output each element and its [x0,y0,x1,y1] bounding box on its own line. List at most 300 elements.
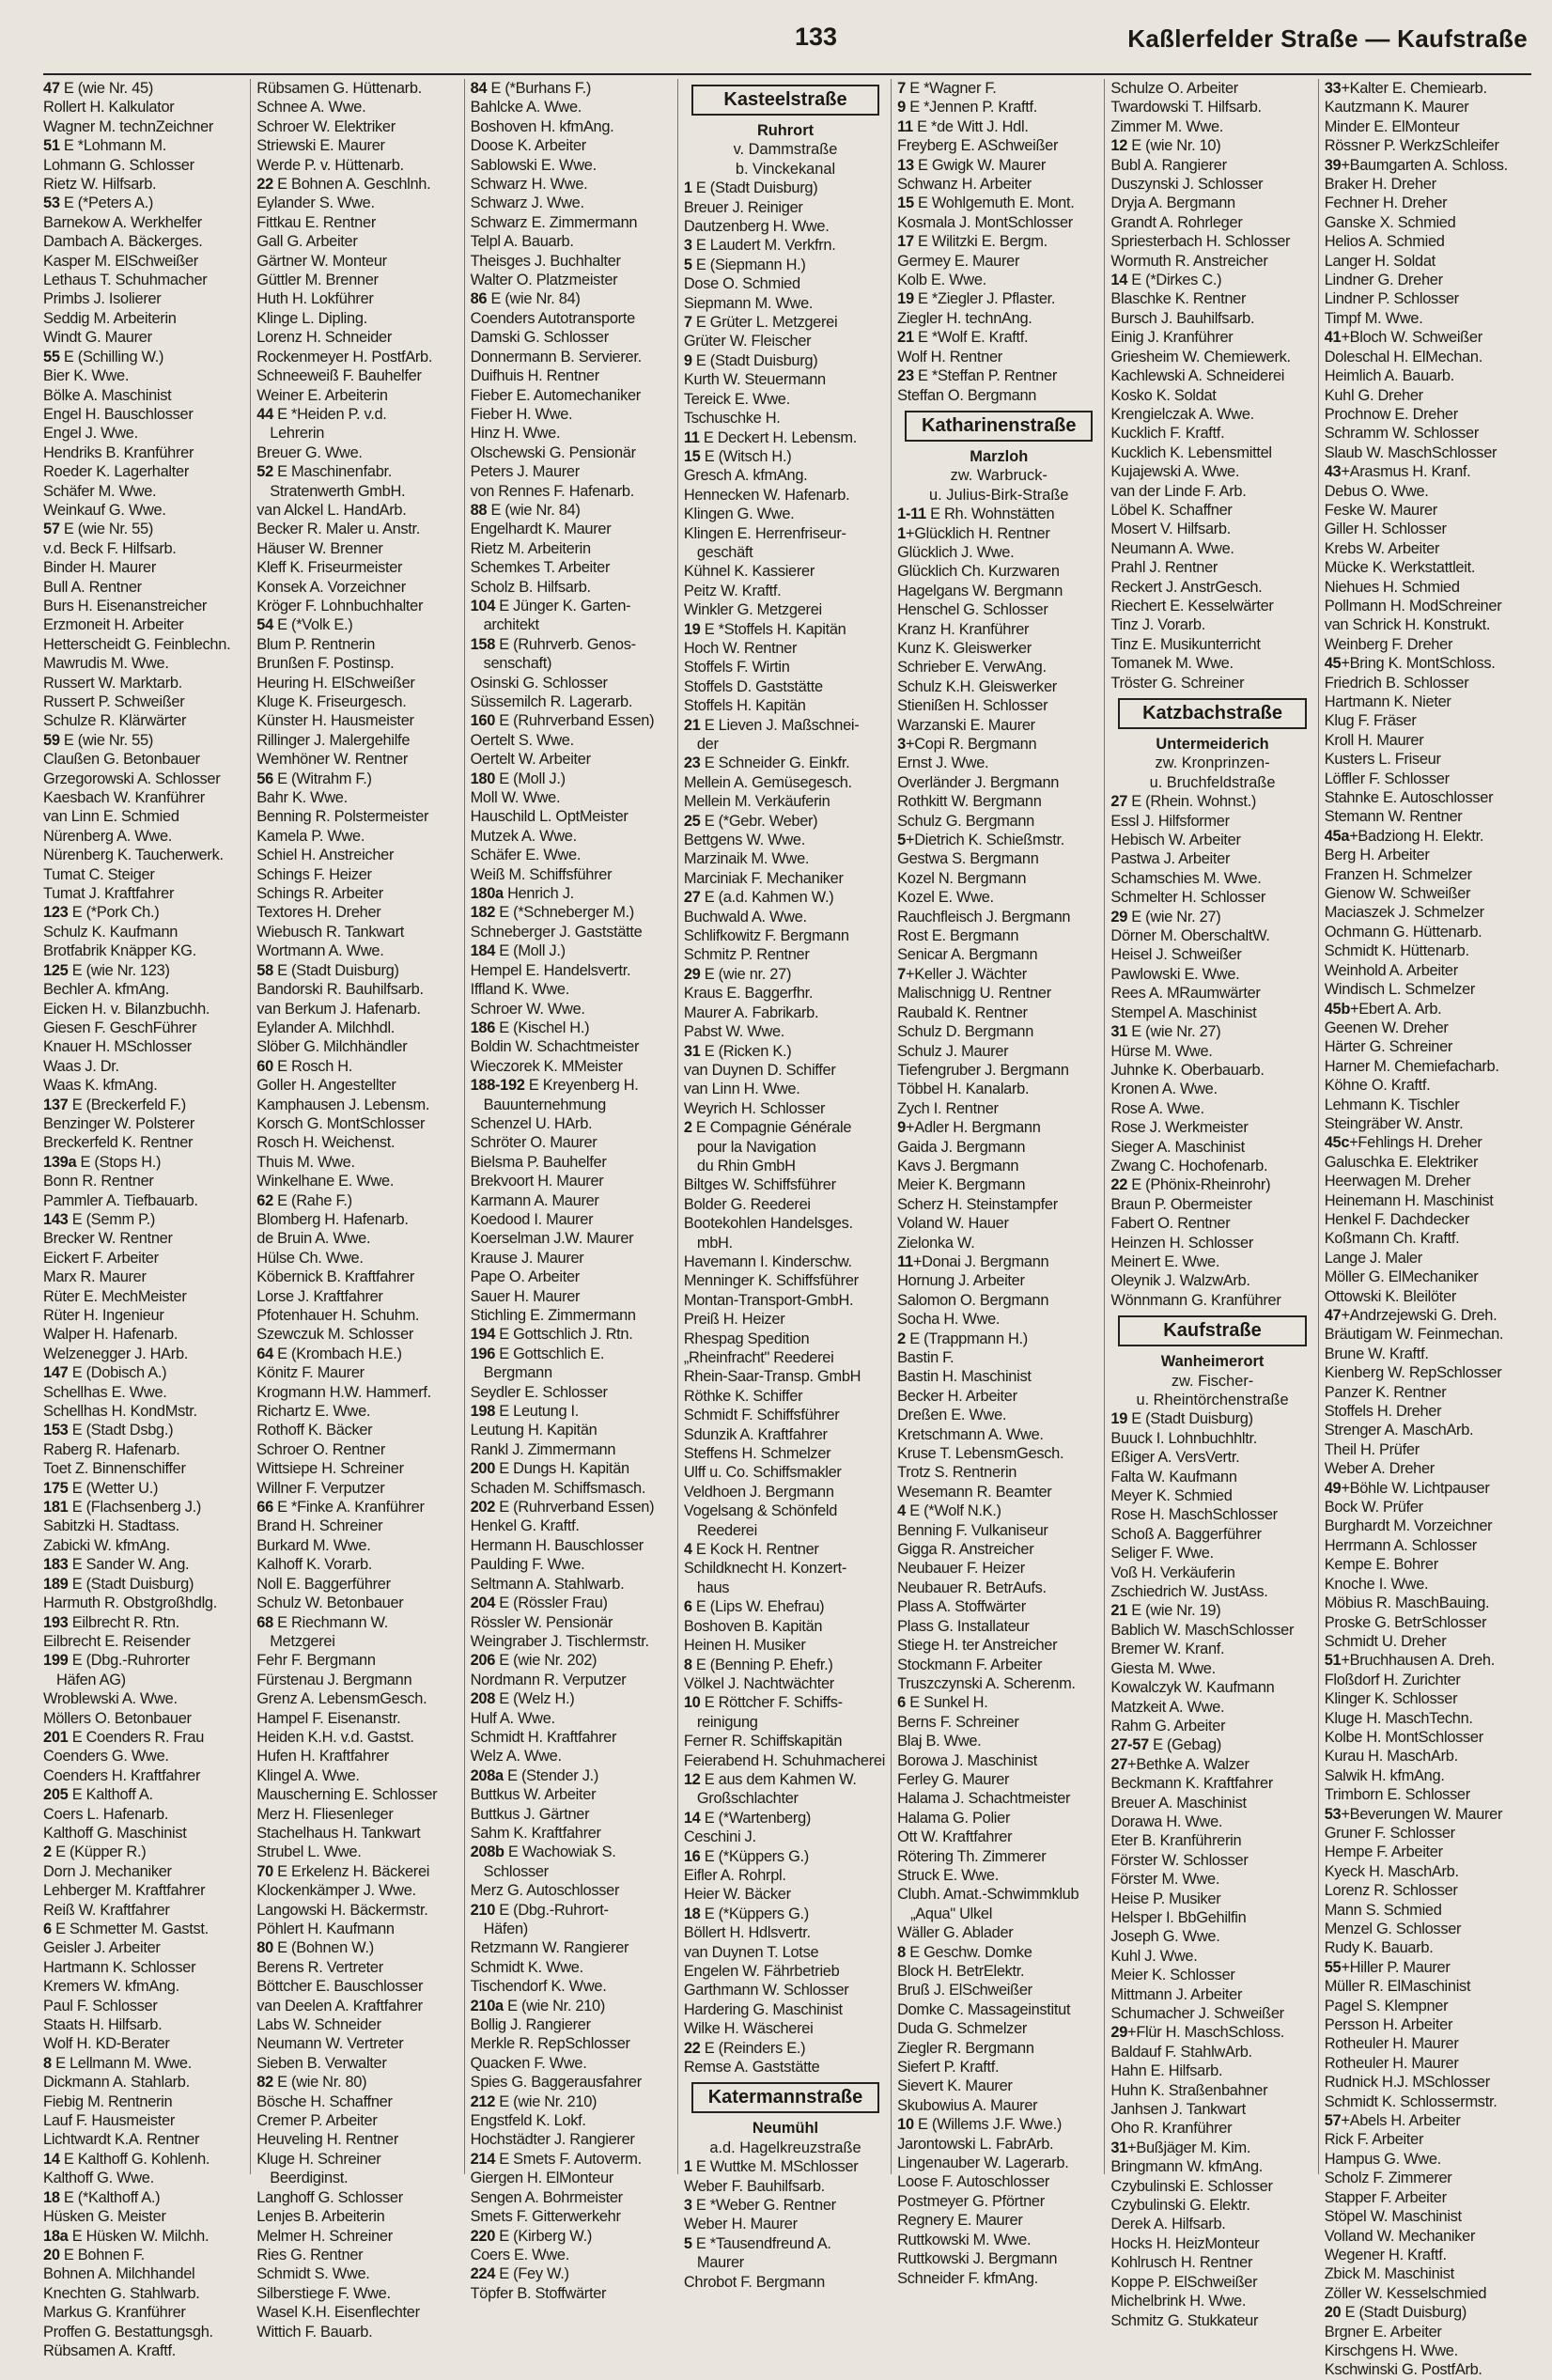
resident-entry: Schulze O. Arbeiter [1110,80,1238,97]
house-entry: 14 E (*Dirkes C.) [1110,272,1222,289]
resident-entry: Bastin H. Maschinist [897,1368,1032,1386]
resident-entry: van Deelen A. Kraftfahrer [256,1997,423,2014]
house-number: 29 [683,965,701,983]
resident-entry: Bringmann W. kfmAng. [1110,2158,1264,2176]
house-entry: 214 E Smets F. Autoverm. [470,2150,642,2168]
resident-entry: Wortmann A. Wwe. [256,942,384,960]
resident-entry: Kosmala J. MontSchlosser [897,213,1073,231]
resident-entry: Lichtwardt K.A. Rentner [43,2131,200,2149]
house-entry: 22 E (Reinders E.) [683,2039,806,2057]
house-number: 205 [43,1786,69,1804]
house-number: 5 [683,2234,692,2252]
resident-entry: Schäfer M. Wwe. [43,482,157,500]
house-number: 29 [1110,2024,1128,2042]
resident-entry: Könitz F. Maurer [256,1364,365,1382]
resident-entry: Block H. BetrElektr. [897,1963,1025,1980]
resident-entry: reinigung [696,1713,758,1731]
resident-entry: Loose F. Autoschlosser [897,2173,1050,2191]
resident-entry: Heiden K.H. v.d. Gastst. [256,1728,414,1746]
house-entry: 4 E (*Wolf N.K.) [897,1502,1001,1520]
house-number: 86 [470,290,488,308]
house-number: 2 [897,1330,906,1347]
resident-entry: Heuring H. ElSchweißer [256,674,415,692]
resident-entry: Steffens H. Schmelzer [683,1445,831,1463]
house-entry: 59 E (wie Nr. 55) [43,731,153,749]
resident-entry: Waas J. Dr. [43,1057,119,1075]
house-entry: 2 E Compagnie Générale [683,1119,852,1137]
resident-entry: Derek A. Hilfsarb. [1110,2216,1226,2233]
resident-entry: Mauscherning E. Schlosser [256,1786,438,1804]
house-number: 80 [256,1939,273,1957]
house-number: 5 [897,832,906,849]
house-number: 196 [470,1345,496,1362]
resident-entry: Dorawa H. Wwe. [1110,1812,1223,1830]
resident-entry: Stockmann F. Arbeiter [897,1656,1043,1673]
resident-entry: Gaida J. Bergmann [897,1138,1026,1156]
house-number: 22 [683,2039,701,2057]
resident-entry: Merz H. Fliesenleger [256,1805,394,1823]
house-entry: 18a E Hüsken W. Milchh. [43,2227,210,2245]
house-entry: 199 E (Dbg.-Ruhrorter [43,1652,190,1670]
house-number: 201 [43,1728,69,1746]
resident-entry: Zych I. Rentner [897,1099,999,1117]
street-range-note: zw. Warbruck- [950,467,1048,485]
resident-entry: Hauschild L. OptMeister [470,808,629,826]
resident-entry: Markus G. Kranführer [43,2304,186,2322]
house-entry: 82 E (wie Nr. 80) [256,2074,367,2092]
resident-entry: Schmitz G. Stukkateur [1110,2311,1259,2329]
house-number: 194 [470,1326,496,1344]
house-number: 13 [897,156,914,174]
resident-entry: Schrieber E. VerwAng. [897,659,1047,677]
resident-entry: Mann S. Schmied [1324,1901,1442,1919]
house-number: 182 [470,904,496,922]
house-entry: 139a E (Stops H.) [43,1153,162,1171]
resident-entry: Kluge K. Friseurgesch. [256,693,407,710]
resident-entry: Gestwa S. Bergmann [897,850,1039,868]
resident-entry: Becker H. Arbeiter [897,1387,1017,1405]
resident-entry: Pabst W. Wwe. [683,1023,785,1041]
resident-entry: Schoß A. Baggerführer [1110,1525,1262,1543]
house-entry: 64 E (Krombach H.E.) [256,1345,402,1362]
resident-entry: Schmidt S. Wwe. [256,2265,370,2283]
resident-entry: Rudy K. Bauarb. [1324,1939,1434,1957]
resident-entry: Rose H. MaschSchlosser [1110,1506,1278,1524]
house-number: 8 [683,1656,692,1673]
resident-entry: Bolder G. Reederei [683,1195,811,1213]
resident-entry: Schmitz P. Rentner [683,946,810,964]
house-entry: 19 E *Stoffels H. Kapitän [683,620,846,638]
resident-entry: Eicken H. v. Bilanzbuchh. [43,1000,210,1018]
house-number: 70 [256,1862,273,1880]
street-range-note: zw. Kronprinzen- [1155,754,1270,772]
resident-entry: Müller R. ElMaschinist [1324,1978,1471,1996]
resident-entry: Wolf H. Rentner [897,348,1002,366]
resident-entry: Henkel F. Dachdecker [1324,1210,1470,1228]
district-label: Ruhrort [756,122,815,139]
house-entry: 104 E Jünger K. Garten- [470,597,631,614]
resident-entry: Windt G. Maurer [43,329,152,347]
directory-column [464,79,677,2302]
resident-entry: Oleynik J. WalzwArb. [1110,1272,1250,1290]
resident-entry: Hermann H. Bauschlosser [470,1536,644,1554]
resident-entry: Köbernick B. Kraftfahrer [256,1268,414,1286]
directory-columns [43,79,1531,2379]
resident-entry: Lehberger M. Kraftfahrer [43,1882,206,1900]
house-number: 208 [470,1690,496,1708]
resident-entry: Schneberger J. Gaststätte [470,923,643,941]
house-number: 39 [1324,156,1342,174]
resident-entry: „Rheinfracht" Reederei [683,1349,834,1366]
resident-entry: Hürse M. Wwe. [1110,1042,1213,1060]
resident-entry: Mutzek A. Wwe. [470,827,577,845]
house-number: 68 [256,1613,273,1631]
resident-entry: Hocks H. HeizMonteur [1110,2234,1260,2252]
house-number: 47 [43,80,60,97]
house-entry: 21 E Lieven J. Maßschnei- [683,716,860,734]
resident-entry: Marx R. Maurer [43,1268,147,1286]
resident-entry: Huth H. Lokführer [256,290,374,308]
resident-entry: Eßiger A. VersVertr. [1110,1449,1240,1467]
resident-entry: Pape O. Arbeiter [470,1268,580,1286]
resident-entry: Kalthoff G. Wwe. [43,2170,154,2187]
resident-entry: Völkel J. Nachtwächter [683,1674,834,1692]
house-number: 1 [683,179,692,197]
resident-entry: Oho R. Kranführer [1110,2120,1233,2138]
resident-entry: Neumann A. Wwe. [1110,539,1234,557]
resident-entry: Zöller W. Kesselschmied [1324,2284,1487,2302]
house-entry: 212 E (wie Nr. 210) [470,2092,598,2110]
house-entry: 180 E (Moll J.) [470,770,566,787]
resident-entry: Steffan O. Bergmann [897,386,1037,404]
resident-entry: Knechten G. Stahlwarb. [43,2284,200,2302]
page-number: 133 [795,23,838,51]
house-entry: 9 E *Jennen P. Kraftf. [897,99,1038,117]
resident-entry: Kurau H. MaschArb. [1324,1748,1458,1766]
resident-entry: Willner F. Verputzer [256,1479,385,1497]
resident-entry: Rost E. Bergmann [897,927,1019,945]
house-number: 6 [683,1598,692,1616]
house-number: 11 [683,428,700,446]
resident-entry: Krogmann H.W. Hammerf. [256,1383,431,1401]
resident-entry: Riechert E. Kesselwärter [1110,597,1274,614]
house-entry: 181 E (Flachsenberg J.) [43,1499,202,1517]
resident-entry: Vogelsang & Schönfeld [683,1502,838,1520]
resident-entry: Bauunternehmung [483,1096,606,1113]
street-range-note: v. Dammstraße [733,141,838,159]
resident-entry: Berns F. Schreiner [897,1713,1019,1731]
resident-entry: Hetterscheidt G. Feinblechn. [43,635,231,653]
house-number: 198 [470,1403,496,1421]
resident-entry: Bergmann [483,1364,552,1382]
running-title: Kaßlerfelder Straße — Kaufstraße [1127,24,1528,53]
resident-entry: Raubald K. Rentner [897,1003,1028,1021]
house-entry: 19 E (Stadt Duisburg) [1110,1410,1253,1428]
house-number: 21 [897,329,914,347]
directory-column [250,79,463,2341]
house-number: 22 [1110,1176,1128,1194]
house-entry: 3+Copi R. Bergmann [897,736,1037,753]
resident-entry: Lorenz H. Schneider [256,329,393,347]
resident-entry: Bastin F. [897,1349,954,1366]
resident-entry: Richartz E. Wwe. [256,1403,371,1421]
resident-entry: Schwanz H. Arbeiter [897,176,1032,194]
house-entry: 8 E Geschw. Domke [897,1943,1032,1961]
resident-entry: Wegener H. Kraftf. [1324,2246,1447,2263]
resident-entry: Tschuschke H. [683,410,781,428]
resident-entry: Sauer H. Maurer [470,1287,581,1305]
house-number: 9 [897,99,906,117]
house-number: 18a [43,2227,69,2245]
resident-entry: architekt [483,616,539,634]
resident-entry: Wiebusch R. Tankwart [256,923,405,941]
resident-entry: Baldauf F. StahlwArb. [1110,2043,1252,2061]
house-number: 220 [470,2227,496,2245]
house-number: 11 [897,117,913,135]
resident-entry: Telpl A. Bauarb. [470,233,574,251]
resident-entry: Heerwagen M. Dreher [1324,1173,1471,1190]
house-entry: 84 E (*Burhans F.) [470,80,592,97]
resident-entry: Kowalczyk W. Kaufmann [1110,1679,1275,1697]
resident-entry: Mawrudis M. Wwe. [43,655,169,673]
house-entry: 51+Bruchhausen A. Dreh. [1324,1652,1495,1670]
resident-entry: Möller G. ElMechaniker [1324,1268,1479,1286]
resident-entry: Ochmann G. Hüttenarb. [1324,923,1482,941]
resident-entry: Tomanek M. Wwe. [1110,655,1234,673]
resident-entry: Silberstiege F. Wwe. [256,2284,391,2302]
resident-entry: von Rennes F. Hafenarb. [470,482,634,500]
resident-entry: Proffen G. Bestattungsgh. [43,2323,213,2341]
house-number: 1-11 [897,506,926,523]
resident-entry: Schmidt K. Wwe. [470,1958,583,1976]
resident-entry: Theisges J. Buchhalter [470,252,621,270]
house-number: 104 [470,597,496,614]
house-entry: 183 E Sander W. Ang. [43,1556,190,1574]
resident-entry: Fechner H. Dreher [1324,194,1448,212]
resident-entry: Weber H. Maurer [683,2216,798,2233]
resident-entry: Marzinaik M. Wwe. [683,850,810,868]
resident-entry: Klinge L. Dipling. [256,309,367,327]
resident-entry: Werde P. v. Hüttenarb. [256,156,404,174]
house-number: 125 [43,961,69,979]
resident-entry: Becker R. Maler u. Anstr. [256,521,421,538]
resident-entry: Jarontowski L. FabrArb. [897,2135,1054,2153]
resident-entry: Prahl J. Rentner [1110,559,1218,577]
resident-entry: Kujajewski A. Wwe. [1110,463,1240,481]
resident-entry: Pfotenhauer H. Schuhm. [256,1307,420,1324]
house-entry: 27 E (a.d. Kahmen W.) [683,889,834,907]
resident-entry: Bahr K. Wwe. [256,789,348,807]
house-number: 3 [683,2197,692,2215]
house-number: 88 [470,501,488,519]
resident-entry: Langer H. Soldat [1324,252,1436,270]
house-entry: 160 E (Ruhrverband Essen) [470,712,655,730]
house-number: 62 [256,1191,273,1209]
house-number: 10 [683,1694,701,1712]
resident-entry: Malischnigg U. Rentner [897,985,1051,1003]
resident-entry: Gresch A. kfmAng. [683,467,808,485]
resident-entry: Schmidt K. Hüttenarb. [1324,942,1469,960]
resident-entry: Coers L. Hafenarb. [43,1805,169,1823]
resident-entry: Boldin W. Schachtmeister [470,1038,640,1056]
resident-entry: Süssemilch R. Lagerarb. [470,693,633,710]
resident-entry: Goller H. Angestellter [256,1077,396,1095]
resident-entry: „Aqua" Ulkel [910,1905,993,1922]
resident-entry: Kretschmann A. Wwe. [897,1425,1044,1443]
resident-entry: Bandorski R. Bauhilfsarb. [256,981,424,999]
resident-entry: Cremer P. Arbeiter [256,2112,378,2130]
resident-entry: Lorenz R. Schlosser [1324,1882,1458,1900]
resident-entry: Weyrich H. Schlosser [683,1099,826,1117]
resident-entry: Hochstädter J. Rangierer [470,2131,635,2149]
resident-entry: Zschiedrich W. JustAss. [1110,1583,1268,1601]
house-entry: 208b E Wachowiak S. [470,1843,616,1861]
resident-entry: Wönnmann G. Kranführer [1110,1291,1281,1309]
house-entry: 16 E (*Küppers G.) [683,1847,809,1865]
resident-entry: Koßmann Ch. Kraftf. [1324,1230,1460,1248]
resident-entry: Claußen G. Betonbauer [43,751,200,769]
resident-entry: Bettgens W. Wwe. [683,832,805,849]
resident-entry: Waas K. kfmAng. [43,1077,158,1095]
resident-entry: Retzmann W. Rangierer [470,1939,629,1957]
house-entry: 202 E (Ruhrverband Essen) [470,1499,655,1517]
street-range-note: u. Rheintörchenstraße [1136,1392,1289,1408]
resident-entry: mbH. [696,1234,733,1252]
house-entry: 6 E Schmetter M. Gastst. [43,1921,209,1937]
resident-entry: Schings R. Arbeiter [256,885,383,903]
resident-entry: Hufen H. Kraftfahrer [256,1748,389,1766]
resident-entry: Rössner P. WerkzSchleifer [1324,137,1499,155]
house-number: 43 [1324,463,1342,481]
resident-entry: Niehues H. Schmied [1324,578,1460,596]
resident-entry: Fiebig M. Rentnerin [43,2092,173,2110]
house-entry: 53 E (*Peters A.) [43,194,153,212]
resident-entry: Kavs J. Bergmann [897,1157,1019,1174]
resident-entry: Bollig J. Rangierer [470,2016,591,2034]
resident-entry: Falta W. Kaufmann [1110,1468,1237,1486]
resident-entry: Strenger A. MaschArb. [1324,1422,1474,1439]
resident-entry: Ottowski K. Bleilöter [1324,1287,1457,1305]
resident-entry: Damski G. Schlosser [470,329,609,347]
resident-entry: Bremer W. Kranf. [1110,1641,1225,1658]
resident-entry: Schneider F. kfmAng. [897,2269,1038,2287]
house-entry: 7+Keller J. Wächter [897,965,1027,983]
resident-entry: Postmeyer G. Pförtner [897,2192,1045,2210]
resident-entry: Ferner R. Schiffskapitän [683,1733,843,1750]
resident-entry: Lehmann K. Tischler [1324,1096,1460,1113]
house-number: 18 [683,1905,701,1922]
page-header [43,13,1531,75]
resident-entry: Braker H. Dreher [1324,176,1436,194]
house-entry: 186 E (Kischel H.) [470,1019,590,1036]
resident-entry: Schroer W. Elektriker [256,117,396,135]
house-entry: 1 E (Stadt Duisburg) [683,179,818,197]
resident-entry: Szewczuk M. Schlosser [256,1326,414,1344]
resident-entry: Leutung H. Kapitän [470,1422,598,1439]
resident-entry: Hempe F. Arbeiter [1324,1843,1443,1861]
directory-column [891,79,1104,2287]
resident-entry: Kalhoff K. Vorarb. [256,1556,373,1574]
resident-entry: Grandt A. Rohrleger [1110,213,1243,231]
resident-entry: Mosert V. Hilfsarb. [1110,521,1231,538]
house-number: 186 [470,1019,496,1036]
resident-entry: Kautzmann K. Maurer [1324,99,1469,117]
resident-entry: Eter B. Kranführerin [1110,1832,1242,1850]
resident-entry: Rothoff K. Bäcker [256,1422,373,1439]
resident-entry: Neubauer R. BetrAufs. [897,1579,1047,1596]
resident-entry: Langhoff G. Schlosser [256,2188,403,2206]
resident-entry: Breuer G. Wwe. [256,443,363,461]
house-entry: 5+Dietrich K. Schießmstr. [897,832,1065,849]
resident-entry: Rübsamen G. Hüttenarb. [256,80,422,97]
resident-entry: Persson H. Arbeiter [1324,2016,1453,2034]
resident-entry: Rhein-Saar-Transp. GmbH [683,1368,861,1386]
resident-entry: Brunßen F. Postinsp. [256,655,395,673]
resident-entry: Ziegler H. technAng. [897,309,1032,327]
resident-entry: Einig J. Kranführer [1110,329,1234,347]
resident-entry: Engelen W. Fährbetrieb [683,1963,840,1980]
resident-entry: Rotheuler H. Maurer [1324,2054,1459,2072]
house-number: 158 [470,635,496,653]
house-number: 45b [1324,1000,1351,1018]
house-entry: 137 E (Breckerfeld F.) [43,1096,186,1113]
resident-entry: Glücklich Ch. Kurzwaren [897,563,1060,581]
directory-column [1104,79,1317,2329]
house-number: 224 [470,2265,496,2283]
resident-entry: Pagel S. Klempner [1324,1997,1449,2014]
house-entry: 2 E (Küpper R.) [43,1843,147,1861]
resident-entry: Zbick M. Maschinist [1324,2265,1454,2283]
house-number: 7 [897,965,906,983]
resident-entry: Weinberg F. Dreher [1324,635,1453,653]
resident-entry: Olschewski G. Pensionär [470,443,636,461]
resident-entry: Wilke H. Wäscherei [683,2020,814,2038]
resident-entry: Friedrich B. Schlosser [1324,674,1469,692]
resident-entry: Seliger F. Wwe. [1110,1545,1214,1563]
house-number: 14 [1110,272,1128,289]
house-number: 55 [43,348,60,366]
house-number: 31 [683,1042,701,1060]
house-entry: 7 E *Wagner F. [897,80,997,97]
resident-entry: Schwarz J. Wwe. [470,194,584,212]
resident-entry: Rhespag Spedition [683,1330,810,1347]
resident-entry: Langowski H. Bäckermstr. [256,1901,428,1919]
resident-entry: Stemann W. Rentner [1324,808,1463,826]
resident-entry: Buuck I. Lohnbuchhltr. [1110,1429,1257,1447]
resident-entry: Nürenberg K. Taucherwerk. [43,847,224,864]
house-entry: 180a Henrich J. [470,885,574,903]
house-number: 7 [683,314,692,332]
house-number: 183 [43,1556,69,1574]
resident-entry: Socha H. Wwe. [897,1311,1001,1329]
house-number: 20 [1324,2304,1342,2322]
house-number: 59 [43,731,60,749]
house-entry: 53+Beverungen W. Maurer [1324,1805,1503,1823]
resident-entry: Hardering G. Maschinist [683,2000,843,2018]
house-entry: 41+Bloch W. Schweißer [1324,329,1482,347]
resident-entry: Melmer H. Schreiner [256,2227,393,2245]
resident-entry: Kröger F. Lohnbuchhalter [256,597,424,614]
resident-entry: Thuis M. Wwe. [256,1153,355,1171]
resident-entry: Kalthoff G. Maschinist [43,1824,187,1842]
resident-entry: Schulz K.H. Gleiswerker [897,677,1057,695]
street-heading: Katharinenstraße [905,411,1093,442]
resident-entry: Spriesterbach H. Schlosser [1110,233,1291,251]
resident-entry: Hornung J. Arbeiter [897,1272,1025,1290]
resident-entry: Senicar A. Bergmann [897,946,1038,964]
house-number: 189 [43,1575,69,1593]
resident-entry: Neubauer F. Heizer [897,1560,1025,1578]
